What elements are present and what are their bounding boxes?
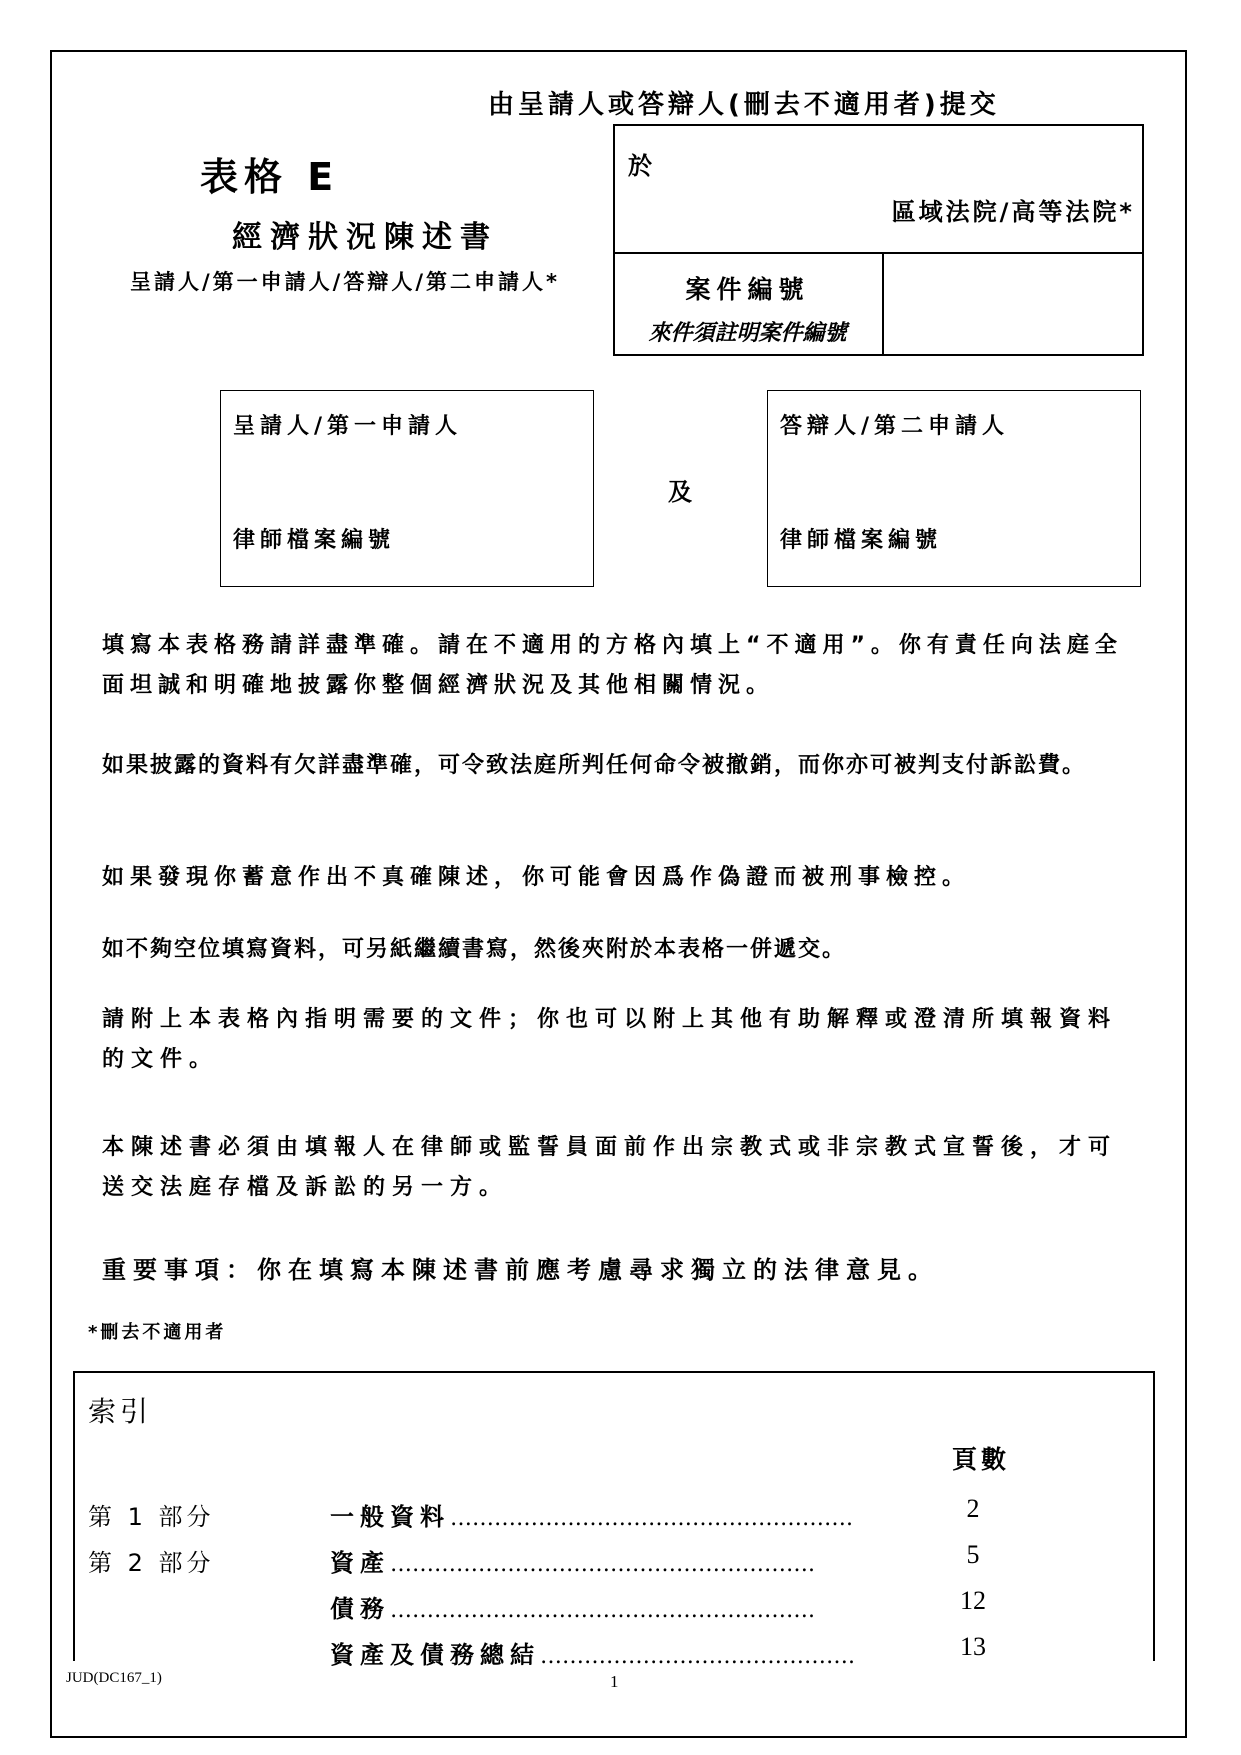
- index-leader-dots: ……………………………………………….: [450, 1506, 853, 1531]
- petitioner-box[interactable]: [220, 390, 594, 587]
- index-entry-name: 資產: [330, 1549, 390, 1577]
- page-number: 1: [610, 1672, 619, 1691]
- index-entry-name: 資產及債務總結: [330, 1641, 540, 1669]
- pages-column-header: 頁數: [952, 1445, 1011, 1474]
- index-title: 索引: [88, 1395, 153, 1428]
- case-number-label: 案件編號: [685, 275, 810, 304]
- court-at-label: 於: [628, 152, 652, 180]
- index-entry: [330, 1635, 855, 1670]
- index-entry-name: 債務: [330, 1595, 390, 1623]
- instruction-affirmation: 本陳述書必須由填報人在律師或監誓員面前作出宗教式或非宗教式宣誓後，才可送交法庭存檔及訴訟的另一方。: [102, 1135, 1118, 1200]
- index-entry: [330, 1589, 815, 1624]
- case-number-note: 來件須註明案件編號: [648, 321, 847, 346]
- instruction-accuracy: 如果披露的資料有欠詳盡準確，可令致法庭所判任何命令被撤銷，而你亦可被判支付訴訟費。: [102, 753, 1087, 778]
- important-notice: 重要事項：你在填寫本陳述書前應考慮尋求獨立的法律意見。: [102, 1256, 939, 1284]
- index-leader-dots: ………………………………………………….: [390, 1552, 815, 1577]
- respondent-title: 答辯人/第二申請人: [780, 414, 1010, 439]
- instruction-attachments: 請附上本表格內指明需要的文件；你也可以附上其他有助解釋或澄清所填報資料的文件。: [102, 1007, 1118, 1072]
- respondent-box[interactable]: [767, 390, 1141, 587]
- and-label: 及: [668, 478, 692, 506]
- respondent-solicitor-ref-label: 律師檔案編號: [780, 528, 943, 553]
- index-page-number: 5: [966, 1540, 980, 1569]
- court-name: 區域法院/高等法院*: [891, 198, 1135, 226]
- index-entry: [330, 1543, 815, 1578]
- instruction-perjury: 如果發現你蓄意作出不真確陳述，你可能會因爲作偽證而被刑事檢控。: [102, 865, 971, 890]
- index-part-label: 第 2 部分: [88, 1549, 215, 1577]
- index-page-number: 12: [960, 1586, 986, 1615]
- index-page-number: 2: [966, 1494, 980, 1523]
- form-subtitle: 經濟狀況陳述書: [232, 220, 498, 255]
- index-leader-dots: ………………………………………………….: [390, 1598, 815, 1623]
- submitted-by-line: 由呈請人或答辯人(刪去不適用者)提交: [488, 90, 1000, 120]
- index-entry-name: 一般資料: [330, 1503, 450, 1531]
- parties-designation: 呈請人/第一申請人/答辯人/第二申請人*: [130, 270, 560, 294]
- index-part-label: 第 1 部分: [88, 1503, 215, 1531]
- instruction-disclosure: 填寫本表格務請詳盡準確。請在不適用的方格內填上“不適用”。你有責任向法庭全面坦誠和明確地披露你整個經濟狀況及其他相關情況。: [102, 633, 1123, 698]
- instruction-extra-space: 如不夠空位填寫資料，可另紙繼續書寫，然後夾附於本表格一併遞交。: [102, 937, 847, 962]
- index-page-number: 13: [960, 1632, 986, 1661]
- petitioner-solicitor-ref-label: 律師檔案編號: [233, 528, 396, 553]
- case-number-field[interactable]: [884, 254, 1142, 354]
- form-code: JUD(DC167_1): [66, 1670, 162, 1686]
- index-entry: [330, 1497, 853, 1532]
- form-title: 表格 E: [200, 155, 340, 199]
- index-leader-dots: …………………………………….: [540, 1644, 855, 1669]
- petitioner-title: 呈請人/第一申請人: [233, 414, 463, 439]
- footnote: *刪去不適用者: [88, 1322, 227, 1343]
